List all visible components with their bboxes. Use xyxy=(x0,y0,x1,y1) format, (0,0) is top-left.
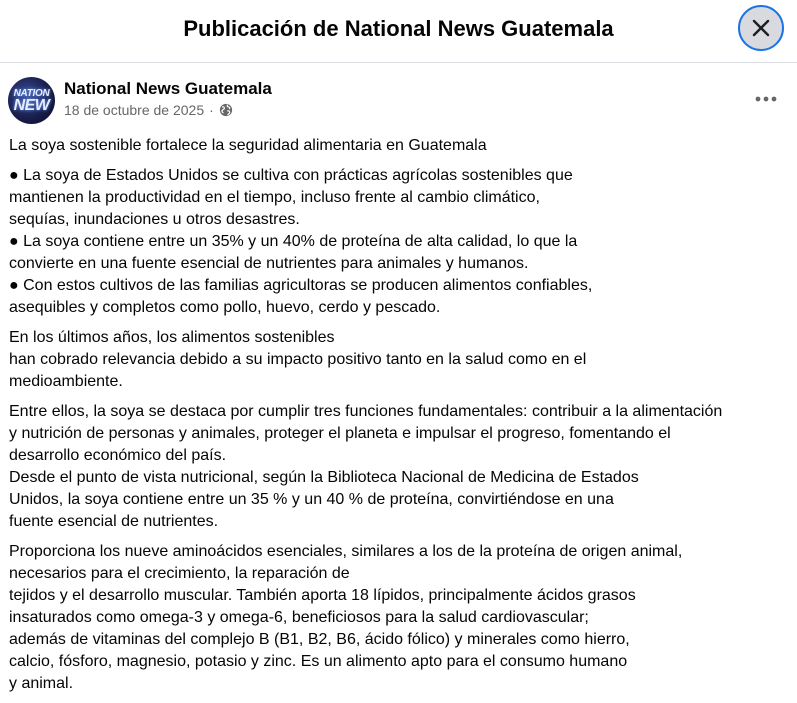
meta-separator: · xyxy=(209,102,214,118)
post-paragraph: En los últimos años, los alimentos sostenibles han cobrado relevancia debido a su impacto positivo tanto en la salud como en el medioambiente. xyxy=(9,329,587,390)
close-button[interactable] xyxy=(738,5,784,51)
post-paragraph: Proporciona los nueve aminoácidos esenciales, similares a los de la proteína de origen animal, necesarios para el crecimiento, la reparación de tejidos y el desarrollo muscular. También aporta 18 lípidos, principalmente ácidos grasos insaturados como omega-3 y omega-6, beneficiosos para la salud cardiovascular; además de vitaminas del complejo B (B1, B2, B6, ácido fólico) y minerales como hierro, calcio, fósforo, magnesio, potasio y zinc. Es un alimento apto para el consumo humano y animal. xyxy=(9,543,683,692)
close-icon xyxy=(751,18,771,38)
post-meta xyxy=(64,102,233,118)
page-avatar[interactable] xyxy=(8,77,55,124)
post-paragraph: ● La soya de Estados Unidos se cultiva con prácticas agrícolas sostenibles que mantienen la productividad en el tiempo, incluso frente al cambio climático, sequías, inundaciones u otros desastres. ● La soya contiene entre un 35% y un 40% de proteína de alta calidad, lo que la convierte en una fuente esencial de nutrientes para animales y humanos. ● Con estos cultivos de las familias agricultoras se producen alimentos confiables, asequibles y completos como pollo, huevo, cerdo y pescado. xyxy=(9,167,593,316)
dialog-header xyxy=(0,0,797,63)
post-date[interactable]: 18 de octubre de 2025 xyxy=(64,102,205,118)
more-horizontal-icon xyxy=(755,96,777,102)
author-name[interactable]: National News Guatemala xyxy=(64,79,272,98)
more-options-button[interactable] xyxy=(752,86,780,112)
post-text xyxy=(9,135,789,703)
post-paragraph: Entre ellos, la soya se destaca por cumplir tres funciones fundamentales: contribuir a la alimentación y nutrición de personas y animales, proteger el planeta e impulsar el progreso, fomentando el desarrollo económico del país. Desde el punto de vista nutricional, según la Biblioteca Nacional de Medicina de Estados Unidos, la soya contiene entre un 35 % y un 40 % de proteína, convirtiéndose en una fuente esencial de nutrientes. xyxy=(9,403,723,530)
post-paragraph: La soya sostenible fortalece la seguridad alimentaria en Guatemala xyxy=(9,137,487,154)
avatar-logo-line1: NATION xyxy=(13,88,50,99)
globe-icon xyxy=(219,103,233,117)
avatar-logo-line2: NEW xyxy=(13,97,50,114)
dialog-title: Publicación de National News Guatemala xyxy=(183,16,614,41)
